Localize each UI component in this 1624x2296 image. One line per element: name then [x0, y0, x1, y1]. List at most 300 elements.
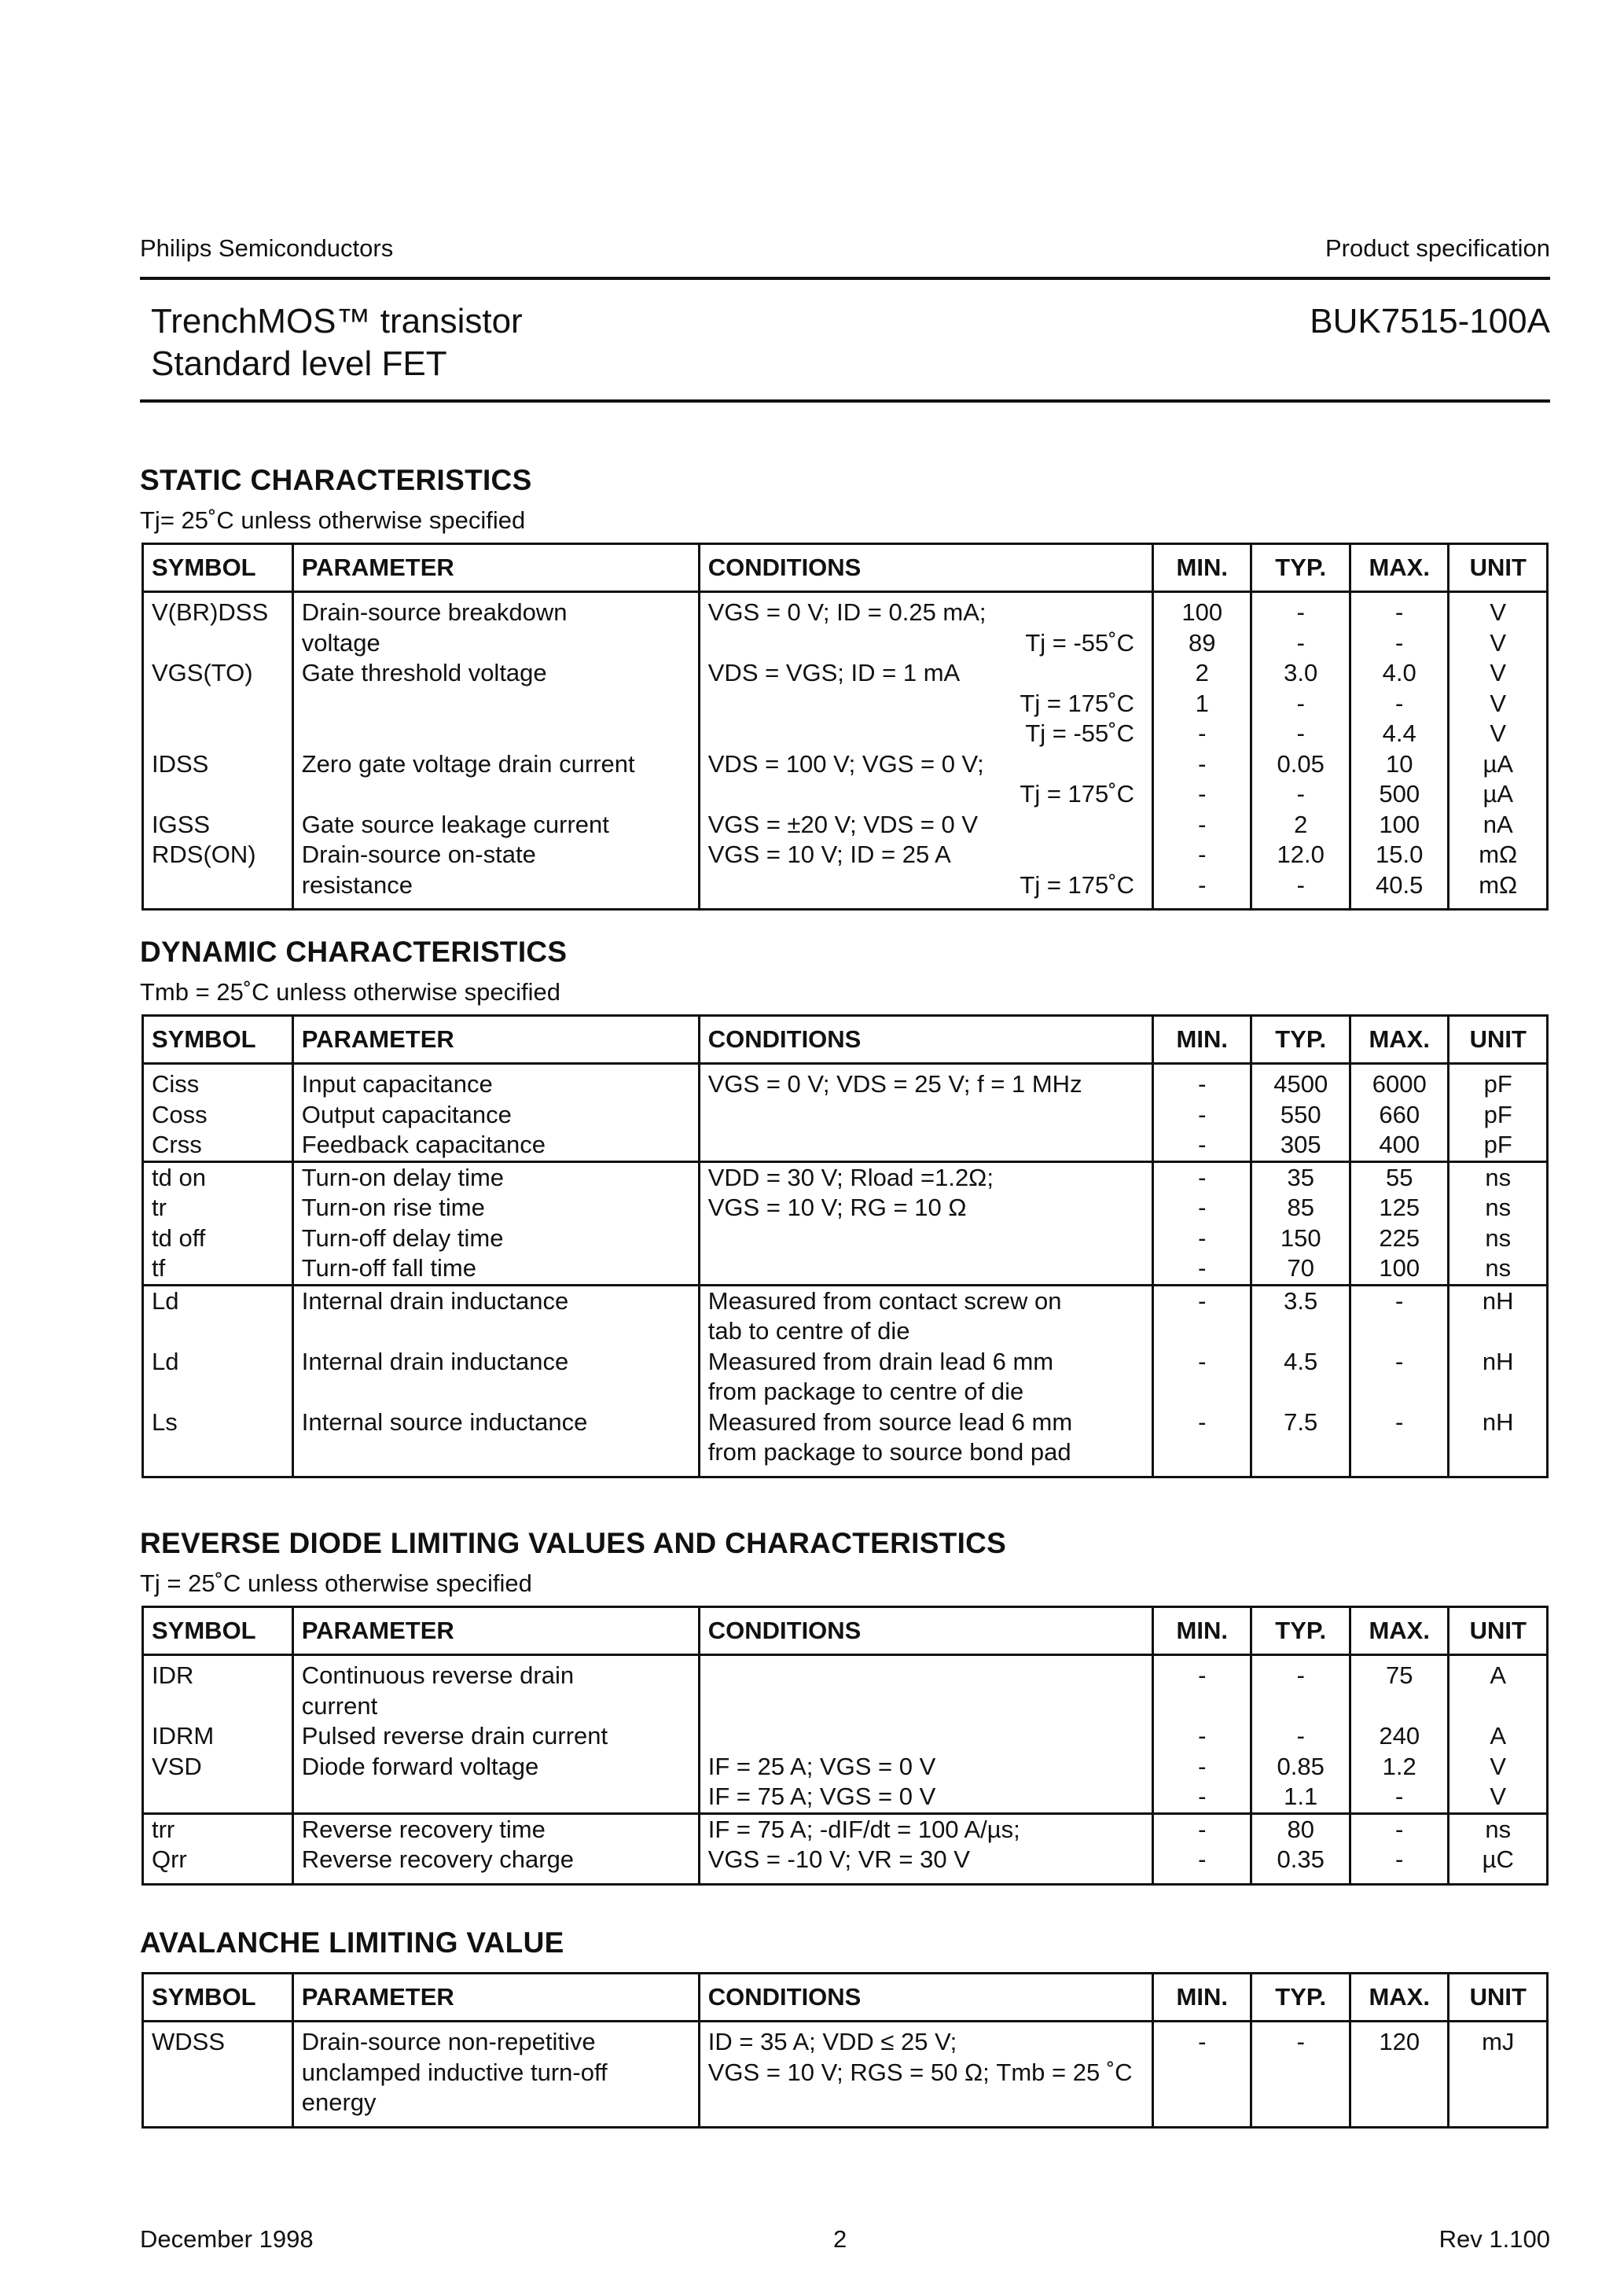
max-line: -: [1395, 1286, 1404, 1315]
parameter-line: Reverse recovery charge: [301, 1845, 575, 1873]
conditions-line: Tj = 175˚C: [1020, 780, 1134, 808]
unit-line: mΩ: [1479, 841, 1518, 868]
symbol-line: IGSS: [152, 810, 211, 838]
symbol-line: WDSS: [152, 2028, 225, 2055]
typ-line: 1.1: [1284, 1783, 1318, 1810]
min-line: -: [1198, 2028, 1207, 2055]
typ-line: 3.5: [1284, 1286, 1318, 1315]
table-header-row: [143, 1016, 1548, 1064]
parameter-line: voltage: [301, 628, 380, 657]
min-line: 1: [1195, 689, 1209, 717]
typ-line: 0.05: [1277, 749, 1325, 778]
typ-line: -: [1296, 780, 1305, 808]
cell-unit: [1449, 1813, 1548, 1884]
symbol-line: [152, 1437, 292, 1468]
cell-max: [1350, 1161, 1448, 1285]
conditions-line: [708, 1661, 1152, 1691]
typ-line: -: [1296, 1722, 1305, 1750]
min-line: -: [1198, 841, 1207, 868]
conditions-line: VGS = 10 V; RG = 10 Ω: [707, 1194, 967, 1221]
symbol-line: [152, 1691, 292, 1722]
unit-line: V: [1490, 1752, 1507, 1780]
dynamic-table: [141, 1014, 1549, 1478]
column-header-max: MAX.: [1350, 1607, 1448, 1655]
unit-line: mJ: [1482, 2028, 1515, 2055]
unit-line: mΩ: [1479, 870, 1518, 899]
typ-line: 2: [1294, 810, 1308, 838]
conditions-line: VGS = 10 V; RGS = 50 Ω; Tmb = 25 ˚C: [707, 2058, 1133, 2086]
static-note: Tj= 25˚C unless otherwise specified: [140, 506, 526, 534]
column-header-max: MAX.: [1350, 1974, 1448, 2022]
reverse-note: Tj = 25˚C unless otherwise specified: [140, 1569, 532, 1597]
column-header-symbol: SYMBOL: [143, 1607, 293, 1655]
cell-unit: [1449, 1161, 1548, 1285]
cell-conditions: [699, 592, 1152, 910]
typ-line: [1252, 1691, 1348, 1722]
max-line: 400: [1379, 1131, 1420, 1158]
column-header-conditions: CONDITIONS: [699, 1607, 1152, 1655]
cell-conditions: [699, 1064, 1152, 1162]
max-line: 10: [1385, 749, 1413, 778]
cell-typ: [1251, 1813, 1350, 1884]
unit-line: pF: [1483, 1100, 1512, 1128]
max-line: 6000: [1372, 1070, 1427, 1098]
parameter-line: energy: [301, 2088, 377, 2116]
unit-line: V: [1490, 1783, 1507, 1810]
max-line: -: [1395, 1845, 1404, 1873]
reverse-section-title: REVERSE DIODE LIMITING VALUES AND CHARACTERISTICS: [140, 1527, 1007, 1559]
column-header-unit: UNIT: [1449, 1607, 1548, 1655]
part-number: BUK7515-100A: [1310, 302, 1550, 340]
column-header-parameter: PARAMETER: [292, 1607, 699, 1655]
unit-line: ns: [1485, 1223, 1512, 1252]
symbol-line: tf: [152, 1254, 166, 1282]
symbol-line: IDR: [152, 1661, 194, 1689]
title-line-1: TrenchMOS™ transistor: [151, 302, 523, 340]
conditions-line: Tj = 175˚C: [1020, 870, 1134, 899]
column-header-unit: UNIT: [1449, 544, 1548, 592]
unit-line: [1449, 2088, 1546, 2118]
typ-line: 150: [1280, 1223, 1321, 1252]
cell-typ: [1251, 1161, 1350, 1285]
column-header-symbol: SYMBOL: [143, 544, 293, 592]
dynamic-note: Tmb = 25˚C unless otherwise specified: [140, 978, 560, 1006]
symbol-line: [152, 1316, 292, 1347]
table-header-row: [143, 1974, 1548, 2022]
parameter-line: [302, 689, 698, 719]
column-header-parameter: PARAMETER: [292, 1974, 699, 2022]
conditions-line: VGS = -10 V; VR = 30 V: [707, 1845, 970, 1873]
footer-page-number: 2: [833, 2225, 847, 2253]
conditions-line: tab to centre of die: [707, 1317, 910, 1345]
min-line: -: [1198, 1163, 1207, 1191]
cell-unit: [1449, 1285, 1548, 1477]
max-line: [1351, 1316, 1447, 1347]
min-line: -: [1198, 780, 1207, 808]
conditions-line: Measured from source lead 6 mm: [707, 1407, 1073, 1436]
parameter-line: Feedback capacitance: [301, 1131, 546, 1158]
min-line: -: [1198, 1223, 1207, 1252]
max-line: 125: [1379, 1194, 1420, 1221]
typ-line: -: [1296, 598, 1305, 626]
cell-symbol: [143, 592, 293, 910]
conditions-line: Measured from contact screw on: [707, 1286, 1062, 1315]
typ-line: [1252, 2088, 1348, 2118]
parameter-line: current: [301, 1691, 378, 1720]
symbol-line: [152, 689, 292, 719]
symbol-line: VSD: [152, 1752, 202, 1780]
cell-max: [1350, 1064, 1448, 1162]
min-line: 89: [1189, 628, 1216, 657]
table-row-group: [143, 592, 1548, 910]
typ-line: 0.35: [1277, 1845, 1325, 1873]
table-row-group: [143, 1285, 1548, 1477]
max-line: -: [1395, 1407, 1404, 1436]
unit-line: V: [1490, 719, 1507, 747]
conditions-line: Tj = -55˚C: [1025, 719, 1134, 747]
symbol-line: VGS(TO): [152, 659, 253, 686]
max-line: 75: [1385, 1661, 1413, 1689]
conditions-line: from package to centre of die: [707, 1378, 1024, 1405]
unit-line: ns: [1485, 1163, 1512, 1191]
symbol-line: [152, 1782, 292, 1812]
min-line: -: [1198, 870, 1207, 899]
cell-max: [1350, 2022, 1448, 2128]
max-line: [1351, 1691, 1447, 1722]
max-line: 100: [1379, 810, 1420, 838]
cell-parameter: [292, 1285, 699, 1477]
parameter-line: Zero gate voltage drain current: [301, 749, 635, 778]
typ-line: 550: [1280, 1100, 1321, 1128]
cell-symbol: [143, 1064, 293, 1162]
min-line: -: [1198, 719, 1207, 747]
cell-typ: [1251, 2022, 1350, 2128]
symbol-line: trr: [152, 1815, 175, 1843]
max-line: [1351, 2088, 1447, 2118]
conditions-line: [708, 2088, 1152, 2118]
parameter-line: Internal drain inductance: [301, 1347, 569, 1375]
symbol-line: [152, 1377, 292, 1407]
unit-line: ns: [1485, 1815, 1512, 1843]
unit-line: [1449, 1377, 1546, 1407]
cell-typ: [1251, 1655, 1350, 1814]
min-line: -: [1198, 1845, 1207, 1873]
typ-line: [1252, 1437, 1348, 1468]
typ-line: 85: [1287, 1194, 1314, 1221]
unit-line: V: [1490, 659, 1507, 686]
unit-line: [1449, 1691, 1546, 1722]
min-line: -: [1198, 1815, 1207, 1843]
symbol-line: [152, 2088, 292, 2118]
parameter-line: Continuous reverse drain: [301, 1661, 575, 1689]
column-header-max: MAX.: [1350, 1016, 1448, 1064]
unit-line: A: [1490, 1661, 1507, 1689]
cell-conditions: [699, 1285, 1152, 1477]
cell-min: [1153, 1161, 1251, 1285]
column-header-typ: TYP.: [1251, 1974, 1350, 2022]
unit-line: µA: [1483, 749, 1513, 778]
typ-line: 35: [1287, 1163, 1314, 1191]
parameter-line: Internal drain inductance: [301, 1286, 569, 1315]
title-line-2: Standard level FET: [151, 344, 447, 383]
cell-max: [1350, 1655, 1448, 1814]
symbol-line: Ld: [152, 1286, 179, 1315]
unit-line: nA: [1483, 810, 1513, 838]
cell-symbol: [143, 1813, 293, 1884]
typ-line: -: [1296, 2028, 1305, 2055]
column-header-parameter: PARAMETER: [292, 1016, 699, 1064]
min-line: -: [1198, 810, 1207, 838]
symbol-line: [152, 779, 292, 810]
static-table: [141, 543, 1549, 911]
max-line: 4.0: [1382, 659, 1416, 686]
min-line: -: [1198, 1194, 1207, 1221]
header-rule-bottom: [140, 399, 1550, 403]
symbol-line: tr: [152, 1194, 167, 1221]
min-line: -: [1198, 1286, 1207, 1315]
conditions-line: [708, 1691, 1152, 1722]
table-row-group: [143, 1655, 1548, 1814]
typ-line: 80: [1287, 1815, 1314, 1843]
cell-parameter: [292, 592, 699, 910]
max-line: [1351, 2058, 1447, 2088]
column-header-typ: TYP.: [1251, 1607, 1350, 1655]
min-line: -: [1198, 1661, 1207, 1689]
min-line: -: [1198, 749, 1207, 778]
min-line: [1154, 1377, 1250, 1407]
column-header-min: MIN.: [1153, 1974, 1251, 2022]
cell-unit: [1449, 2022, 1548, 2128]
cell-typ: [1251, 592, 1350, 910]
unit-line: nH: [1482, 1286, 1514, 1315]
parameter-line: [302, 779, 698, 810]
table-row-group: [143, 1161, 1548, 1285]
unit-line: ns: [1485, 1194, 1512, 1221]
max-line: 40.5: [1376, 870, 1424, 899]
table-row-group: [143, 1064, 1548, 1162]
column-header-symbol: SYMBOL: [143, 1974, 293, 2022]
max-line: -: [1395, 1783, 1404, 1810]
parameter-line: [302, 1316, 698, 1347]
unit-line: ns: [1485, 1254, 1512, 1282]
column-header-max: MAX.: [1350, 544, 1448, 592]
parameter-line: Gate source leakage current: [301, 810, 609, 838]
max-line: -: [1395, 628, 1404, 657]
parameter-line: Gate threshold voltage: [301, 659, 547, 686]
cell-parameter: [292, 2022, 699, 2128]
unit-line: V: [1490, 628, 1507, 657]
column-header-conditions: CONDITIONS: [699, 1016, 1152, 1064]
min-line: -: [1198, 1100, 1207, 1128]
column-header-parameter: PARAMETER: [292, 544, 699, 592]
unit-line: µC: [1482, 1845, 1514, 1873]
cell-max: [1350, 1813, 1448, 1884]
document-type: Product specification: [1325, 234, 1550, 262]
unit-line: pF: [1483, 1131, 1512, 1158]
column-header-conditions: CONDITIONS: [699, 1974, 1152, 2022]
column-header-typ: TYP.: [1251, 544, 1350, 592]
cell-max: [1350, 592, 1448, 910]
unit-line: [1449, 1316, 1546, 1347]
cell-parameter: [292, 1064, 699, 1162]
min-line: [1154, 2088, 1250, 2118]
max-line: -: [1395, 1815, 1404, 1843]
conditions-line: ID = 35 A; VDD ≤ 25 V;: [707, 2028, 957, 2055]
conditions-line: VGS = 0 V; ID = 0.25 mA;: [707, 598, 987, 626]
cell-min: [1153, 2022, 1251, 2128]
parameter-line: Reverse recovery time: [301, 1815, 546, 1843]
min-line: -: [1198, 1254, 1207, 1282]
cell-typ: [1251, 1285, 1350, 1477]
column-header-conditions: CONDITIONS: [699, 544, 1152, 592]
unit-line: µA: [1483, 780, 1513, 808]
column-header-symbol: SYMBOL: [143, 1016, 293, 1064]
conditions-line: VGS = 10 V; ID = 25 A: [707, 841, 951, 868]
unit-line: [1449, 2058, 1546, 2088]
symbol-line: [152, 2058, 292, 2088]
conditions-line: VDS = VGS; ID = 1 mA: [707, 659, 961, 686]
column-header-min: MIN.: [1153, 1607, 1251, 1655]
max-line: 1.2: [1382, 1752, 1416, 1780]
symbol-line: td off: [152, 1223, 206, 1252]
typ-line: 12.0: [1277, 841, 1325, 868]
parameter-line: unclamped inductive turn-off: [301, 2058, 608, 2086]
min-line: -: [1198, 1752, 1207, 1780]
unit-line: nH: [1482, 1407, 1514, 1436]
typ-line: -: [1296, 870, 1305, 899]
cell-min: [1153, 1813, 1251, 1884]
max-line: -: [1395, 598, 1404, 626]
typ-line: [1252, 1377, 1348, 1407]
min-line: -: [1198, 1407, 1207, 1436]
header-rule-top: [140, 277, 1550, 280]
column-header-min: MIN.: [1153, 1016, 1251, 1064]
unit-line: [1449, 1437, 1546, 1468]
symbol-line: [152, 719, 292, 749]
conditions-line: IF = 75 A; -dIF/dt = 100 A/µs;: [707, 1815, 1020, 1843]
max-line: 120: [1379, 2028, 1420, 2055]
typ-line: 3.0: [1284, 659, 1318, 686]
typ-line: 7.5: [1284, 1407, 1318, 1436]
min-line: 100: [1181, 598, 1223, 626]
typ-line: -: [1296, 689, 1305, 717]
cell-conditions: [699, 2022, 1152, 2128]
max-line: 225: [1379, 1223, 1420, 1252]
min-line: -: [1198, 1783, 1207, 1810]
max-line: [1351, 1437, 1447, 1468]
max-line: 55: [1385, 1163, 1413, 1191]
symbol-line: td on: [152, 1163, 206, 1191]
company-name: Philips Semiconductors: [140, 234, 394, 262]
column-header-unit: UNIT: [1449, 1016, 1548, 1064]
cell-unit: [1449, 592, 1548, 910]
parameter-line: resistance: [301, 870, 413, 899]
footer-revision: Rev 1.100: [1438, 2225, 1550, 2253]
conditions-line: [708, 1253, 1152, 1284]
min-line: [1154, 2058, 1250, 2088]
cell-unit: [1449, 1064, 1548, 1162]
symbol-line: Coss: [152, 1100, 208, 1128]
conditions-line: IF = 75 A; VGS = 0 V: [707, 1783, 936, 1810]
min-line: 2: [1195, 659, 1209, 686]
parameter-line: Internal source inductance: [301, 1407, 588, 1436]
symbol-line: Ciss: [152, 1070, 200, 1098]
max-line: 500: [1379, 780, 1420, 808]
parameter-line: Turn-on rise time: [301, 1194, 485, 1221]
min-line: [1154, 1316, 1250, 1347]
footer-date: December 1998: [140, 2225, 314, 2253]
parameter-line: Turn-on delay time: [301, 1163, 505, 1191]
unit-line: nH: [1482, 1347, 1514, 1375]
parameter-line: Input capacitance: [301, 1070, 493, 1098]
min-line: [1154, 1437, 1250, 1468]
avalanche-section-title: AVALANCHE LIMITING VALUE: [140, 1926, 564, 1959]
cell-symbol: [143, 2022, 293, 2128]
parameter-line: [302, 1782, 698, 1812]
parameter-line: Drain-source non-repetitive: [301, 2028, 596, 2055]
cell-typ: [1251, 1064, 1350, 1162]
typ-line: 305: [1280, 1131, 1321, 1158]
unit-line: V: [1490, 689, 1507, 717]
column-header-typ: TYP.: [1251, 1016, 1350, 1064]
table-row-group: [143, 2022, 1548, 2128]
typ-line: -: [1296, 719, 1305, 747]
parameter-line: [302, 1437, 698, 1468]
symbol-line: IDSS: [152, 749, 209, 778]
max-line: 4.4: [1382, 719, 1416, 747]
table-header-row: [143, 544, 1548, 592]
conditions-line: Tj = 175˚C: [1020, 689, 1134, 717]
cell-max: [1350, 1285, 1448, 1477]
typ-line: 4500: [1273, 1070, 1328, 1098]
cell-parameter: [292, 1813, 699, 1884]
typ-line: 70: [1287, 1254, 1314, 1282]
conditions-line: VGS = ±20 V; VDS = 0 V: [707, 810, 979, 838]
symbol-line: Ls: [152, 1407, 178, 1436]
cell-unit: [1449, 1655, 1548, 1814]
cell-conditions: [699, 1813, 1152, 1884]
conditions-line: VGS = 0 V; VDS = 25 V; f = 1 MHz: [707, 1070, 1082, 1098]
symbol-line: [152, 628, 292, 659]
typ-line: -: [1296, 1661, 1305, 1689]
cell-min: [1153, 1064, 1251, 1162]
min-line: -: [1198, 1722, 1207, 1750]
unit-line: V: [1490, 598, 1507, 626]
parameter-line: Turn-off delay time: [301, 1223, 504, 1252]
conditions-line: [708, 1223, 1152, 1254]
symbol-line: Crss: [152, 1131, 202, 1158]
max-line: 240: [1379, 1722, 1420, 1750]
symbol-line: IDRM: [152, 1722, 215, 1750]
typ-line: [1252, 1316, 1348, 1347]
parameter-line: Diode forward voltage: [301, 1752, 539, 1780]
parameter-line: Turn-off fall time: [301, 1254, 476, 1282]
max-line: -: [1395, 1347, 1404, 1375]
table-row-group: [143, 1813, 1548, 1884]
min-line: [1154, 1691, 1250, 1722]
reverse-table: [141, 1606, 1549, 1886]
conditions-line: [708, 1130, 1152, 1161]
symbol-line: RDS(ON): [152, 841, 256, 868]
symbol-line: Qrr: [152, 1845, 187, 1873]
parameter-line: Pulsed reverse drain current: [301, 1722, 608, 1750]
typ-line: 4.5: [1284, 1347, 1318, 1375]
column-header-min: MIN.: [1153, 544, 1251, 592]
max-line: [1351, 1377, 1447, 1407]
conditions-line: Tj = -55˚C: [1025, 628, 1134, 657]
cell-symbol: [143, 1285, 293, 1477]
parameter-line: Output capacitance: [301, 1100, 512, 1128]
